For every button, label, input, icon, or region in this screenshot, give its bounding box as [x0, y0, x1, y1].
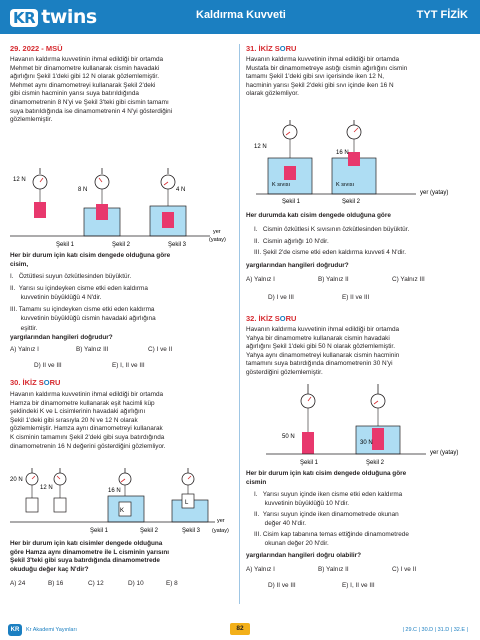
answer-key: | 29.C | 30.D | 31.D | 32.E | [402, 627, 468, 633]
svg-text:Şekil 2: Şekil 2 [140, 528, 159, 534]
q29-option-e[interactable]: E) I, II ve III [112, 362, 145, 369]
page-header [0, 0, 480, 34]
q29-option-a[interactable]: A) Yalnız I [10, 346, 39, 353]
q31-statements: I. Cismin özkütlesi K sıvısının özkütlesinden büyüktür. II. Cismin ağırlığı 10 N'dir. III. Şekil 2'de cisme etki eden kaldırma kuvveti 4 N'dir. [254, 226, 410, 256]
footer-logo: KR [8, 624, 22, 636]
q30-text: Havanın kaldırma kuvvetinin ihmal edildiği bir ortamda Hamza bir dinamometre kullanarak eşit hacimli küp şeklindeki K ve L cisimlerinin havadaki ağırlığını Şekil 1'deki gibi sırasıyla 20 N ve 12 N olarak gözlemlemiştir. Hamza aynı dinamometreyi kullanarak K cisminin tamamını Şekil 2'deki gibi suya batırdığında dinamometrenin 16 N değerini gösterdiğini gözlemliyor. [10, 391, 166, 450]
q32-option-a[interactable]: A) Yalnız I [246, 566, 275, 573]
q31-dynamometer-2 [332, 120, 376, 194]
q29-caption-1: Şekil 1 [56, 242, 75, 248]
brand-logo: KR twins [10, 5, 97, 29]
q30-dynamometer-2 [108, 468, 144, 522]
q29-option-b[interactable]: B) Yalnız III [76, 346, 109, 353]
svg-text:16 N: 16 N [336, 150, 349, 156]
q32-dynamometer-1 [282, 384, 315, 454]
q31-question: Her durumda katı cisim dengede olduğuna göre [246, 212, 391, 219]
q31-dynamometer-1 [254, 120, 312, 194]
q32-statements: I. Yarısı suyun içinde iken cisme etki eden kaldırma kuvvetinin büyüklüğü 10 N'dir. II. Yarısı suyun içinde iken dinamometrede okunan değer 40 N'dir. III. Cisim kap tabanına temas ettiğinde dinamometrede okunan değer 20 N'dir. [254, 491, 409, 547]
q30-option-d[interactable]: D) 10 [128, 580, 144, 587]
publisher-name: Kr Akademi Yayınları [26, 627, 77, 633]
q32-option-b[interactable]: B) Yalnız II [318, 566, 349, 573]
page-number: 82 [230, 623, 250, 635]
q29-reading-3: 4 N [176, 187, 186, 193]
q30-dynamometer-l [40, 468, 66, 512]
q30-label-l: L [185, 500, 189, 506]
svg-text:12 N: 12 N [40, 485, 53, 491]
q30-figure [10, 468, 234, 534]
column-divider [239, 44, 240, 604]
q32-prompt: yargılarından hangileri doğru olabilir? [246, 552, 362, 559]
q30-dynamometer-3 [172, 468, 208, 522]
svg-text:Şekil 1: Şekil 1 [282, 199, 301, 204]
q30-dynamometer-k [10, 468, 38, 512]
q32-question: Her bir durum için katı cisim dengede olduğuna göre cismin [246, 470, 407, 486]
q30-header: 30. İKİZ SORU [10, 378, 61, 387]
q31-option-e[interactable]: E) II ve III [342, 294, 370, 301]
q30-option-b[interactable]: B) 16 [48, 580, 64, 587]
q29-statements: I. Öztütlesi suyun özkütlesinden büyüktür. II. Yarısı su içindeyken cisme etki eden kaldırma kuvvetinin büyüklüğü 4 N'dir. III. Tamamı su içindeyken cisme etki eden kaldırma kuvvetinin büyüklüğü cismin havadaki ağırlığına eşittir. [10, 273, 156, 332]
svg-text:Şekil 3: Şekil 3 [182, 528, 201, 534]
svg-text:Şekil 2: Şekil 2 [366, 460, 385, 466]
q29-question: Her bir durum için katı cisim dengede olduğuna göre cisim, [10, 252, 171, 268]
q30-label-k: K [120, 508, 125, 514]
q29-figure [10, 168, 234, 250]
svg-text:30 N: 30 N [360, 440, 373, 446]
q32-figure [246, 384, 474, 468]
svg-text:20 N: 20 N [10, 477, 23, 483]
q31-option-c[interactable]: C) Yalnız III [392, 276, 425, 283]
q31-option-a[interactable]: A) Yalnız I [246, 276, 275, 283]
q31-figure [246, 106, 474, 204]
q31-text: Havanın kaldırma kuvvetinin ihmal edildiği bir ortamda Mustafa bir dinamometreye astığı cismin ağırlığını cismin tamamı Şekil 1'deki gibi sıvı içerisinde iken 12 N, hacminin yarısı Şekil 2'deki gibi sıvı içinde iken 16 N olarak gözlemliyor. [246, 56, 408, 98]
q31-liquid-1: K sıvısı [272, 182, 291, 188]
subject-label: TYT FİZİK [416, 9, 468, 21]
q29-reading-1: 12 N [13, 177, 26, 183]
q32-header: 32. İKİZ SORU [246, 314, 297, 323]
q31-option-b[interactable]: B) Yalnız II [318, 276, 349, 283]
svg-text:Şekil 1: Şekil 1 [90, 528, 109, 534]
svg-text:Şekil 1: Şekil 1 [300, 460, 319, 466]
q31-liquid-2: K sıvısı [336, 182, 355, 188]
q29-text: Havanın kaldırma kuvvetinin ihmal edildiği bir ortamda Mehmet bir dinamometre kullanarak cismin havadaki ağırlığını Şekil 1'deki gibi 12 N olarak gözlemlemiştir. Mehmet aynı dinamometreyi kullanarak Şekil 2'deki gibi cismin hacminin yarısı suya batırıldığında dinamometrenin 8 N'yi ve Şekil 3'teki gibi cismin tamamı suya batırıldığında ise dinamometrenin 4 N'yi gösterdiğini gözlemlemiştir. [10, 56, 173, 124]
q29-caption-2: Şekil 2 [112, 242, 131, 248]
q30-option-e[interactable]: E) 8 [166, 580, 178, 587]
q29-reading-2: 8 N [78, 187, 88, 193]
svg-text:yer (yatay): yer (yatay) [420, 190, 449, 196]
q32-option-e[interactable]: E) I, II ve III [342, 582, 375, 589]
q29-dynamometer-2 [78, 168, 120, 236]
q31-prompt: yargılarından hangileri doğrudur? [246, 262, 349, 269]
q31-header: 31. İKİZ SORU [246, 44, 297, 53]
q30-option-c[interactable]: C) 12 [88, 580, 104, 587]
q32-dynamometer-2 [356, 384, 400, 454]
q29-ground-label: yer [213, 229, 221, 235]
q30-option-a[interactable]: A) 24 [10, 580, 26, 587]
svg-text:(yatay): (yatay) [209, 237, 226, 243]
q30-question: Her bir durum için katı cisimler dengede olduğuna göre Hamza aynı dinamometre ile L cisminin yarısını Şekil 3'teki gibi suya batırdığında dinamometrede okuduğu değer kaç N'dir? [10, 540, 169, 573]
svg-text:50 N: 50 N [282, 434, 295, 440]
q29-prompt: yargılarından hangileri doğrudur? [10, 334, 113, 341]
q29-dynamometer-1 [13, 168, 47, 218]
svg-text:(yatay): (yatay) [212, 528, 229, 534]
chapter-title: Kaldırma Kuvveti [196, 9, 286, 21]
svg-text:yer: yer [217, 518, 225, 524]
q29-header: 29. 2022 - MSÜ [10, 44, 63, 53]
q32-option-c[interactable]: C) I ve II [392, 566, 417, 573]
svg-text:yer (yatay): yer (yatay) [430, 450, 459, 456]
svg-text:12 N: 12 N [254, 144, 267, 150]
q29-caption-3: Şekil 3 [168, 242, 187, 248]
q32-option-d[interactable]: D) II ve III [268, 582, 296, 589]
svg-text:Şekil 2: Şekil 2 [342, 199, 361, 204]
q31-option-d[interactable]: D) I ve III [268, 294, 294, 301]
q29-option-d[interactable]: D) II ve III [34, 362, 62, 369]
svg-text:16 N: 16 N [108, 488, 121, 494]
q29-option-c[interactable]: C) I ve II [148, 346, 173, 353]
q32-text: Havanın kaldırma kuvvetinin ihmal edildiği bir ortamda Yahya bir dinamometre kullanarak cismin havadaki ağırlığını Şekil 1'deki gibi 50 N olarak gözlemlemiştir. Yahya aynı dinamometreyi kullanarak cismin hacminin tamamını suya batırdığında dinamometrenin 30 N'yi gösterdiğini gözlemlemiştir. [246, 326, 400, 376]
q29-dynamometer-3 [150, 168, 186, 236]
